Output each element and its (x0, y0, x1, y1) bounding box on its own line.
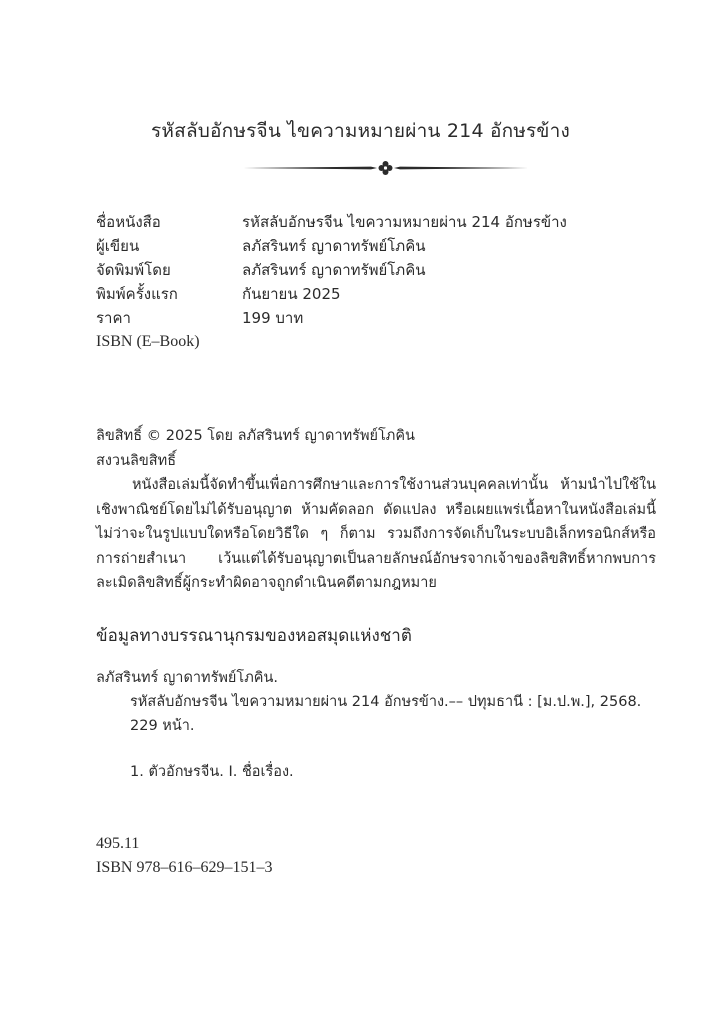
fleuron-icon (243, 160, 528, 176)
cip-entry: รหัสลับอักษรจีน ไขความหมายผ่าน 214 อักษรข้าง.–– ปทุมธานี : [ม.ป.พ.], 2568. (130, 694, 642, 710)
cip-author: ลภัสรินทร์ ญาดาทรัพย์โภคิน. (96, 670, 278, 686)
isbn-print: ISBN 978–616–629–151–3 (96, 859, 273, 876)
detail-label: ISBN (E–Book) (96, 333, 200, 350)
cip-heading: ข้อมูลทางบรรณานุกรมของหอสมุดแห่งชาติ (96, 626, 412, 646)
copyright-line: ลิขสิทธิ์ © 2025 โดย ลภัสรินทร์ ญาดาทรัพย์โภคิน (96, 428, 415, 444)
detail-label: จัดพิมพ์โดย (96, 261, 171, 279)
detail-row-author (96, 234, 567, 258)
detail-value: ลภัสรินทร์ ญาดาทรัพย์โภคิน (242, 261, 426, 279)
cip-pages: 229 หน้า. (130, 718, 195, 734)
copyright-paragraph: หนังสือเล่มนี้จัดทำขึ้นเพื่อการศึกษาและการใช้งานส่วนบุคคลเท่านั้น ห้ามนำไปใช้ในเชิงพาณิชย์โดยไม่ได้รับอนุญาต ห้ามคัดลอก ดัดแปลง หรือเผยแพร่เนื้อหาในหนังสือเล่มนี้ ไม่ว่าจะในรูปแบบใดหรือโดยวิธีใด ๆ ก็ตาม รวมถึงการจัดเก็บในระบบอิเล็กทรอนิกส์หรือการถ่ายสำเนา เว้นแต่ได้รับอนุญาตเป็นลายลักษณ์อักษรจากเจ้าของลิขสิทธิ์หากพบการละเมิดลิขสิทธิ์ผู้กระทำผิดอาจถูกดำเนินคดีตามกฎหมาย (96, 477, 656, 591)
detail-label: พิมพ์ครั้งแรก (96, 285, 178, 303)
detail-value: ลภัสรินทร์ ญาดาทรัพย์โภคิน (242, 237, 426, 255)
detail-row-price (96, 306, 567, 330)
cip-record (96, 666, 666, 784)
book-details (96, 210, 567, 354)
detail-row-first-print (96, 282, 567, 306)
classification-block (96, 832, 272, 880)
rights-reserved-line: สงวนลิขสิทธิ์ (96, 452, 177, 469)
detail-value: รหัสลับอักษรจีน ไขความหมายผ่าน 214 อักษรข้าง (242, 213, 567, 231)
classification-number: 495.11 (96, 835, 140, 852)
copyright-notice (96, 424, 656, 596)
detail-row-isbn-ebook (96, 330, 567, 354)
cip-subject: 1. ตัวอักษรจีน. I. ชื่อเรื่อง. (130, 764, 294, 780)
detail-row-title (96, 210, 567, 234)
detail-row-publisher (96, 258, 567, 282)
page-title: รหัสลับอักษรจีน ไขความหมายผ่าน 214 อักษรข้าง (151, 120, 570, 142)
detail-label: ชื่อหนังสือ (96, 213, 161, 231)
detail-value: กันยายน 2025 (242, 285, 341, 303)
detail-label: ผู้เขียน (96, 237, 140, 255)
detail-label: ราคา (96, 309, 131, 327)
detail-value: 199 บาท (242, 309, 304, 327)
